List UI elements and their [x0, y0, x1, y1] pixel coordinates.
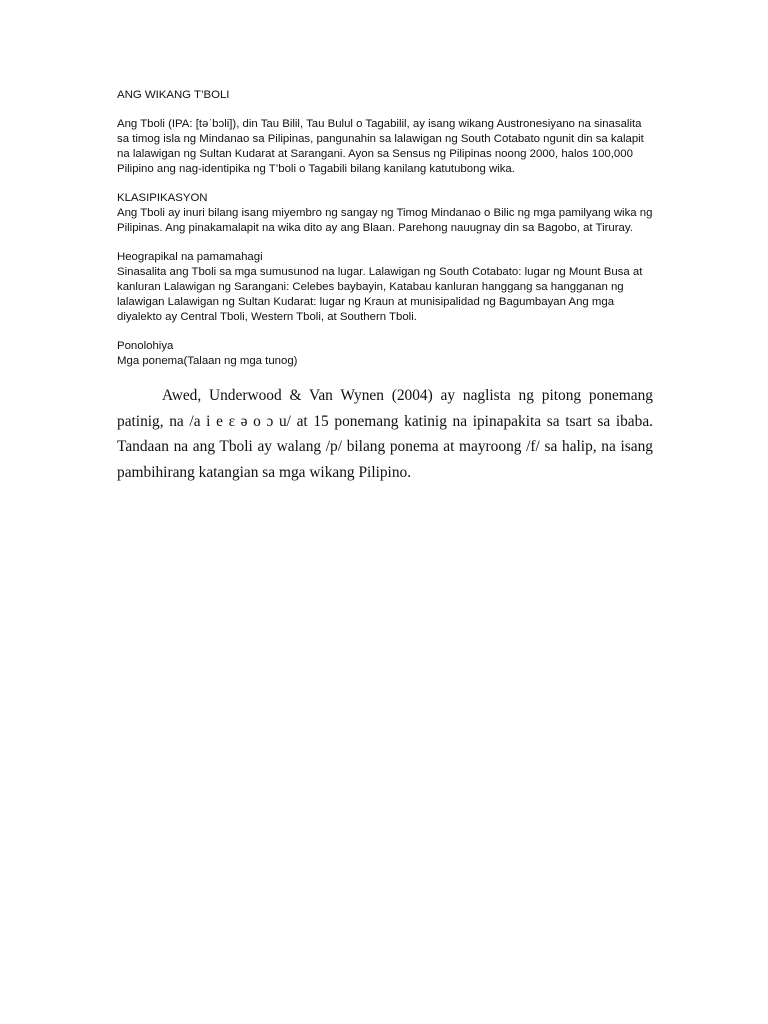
section-body-klasipikasyon: Ang Tboli ay inuri bilang isang miyembro ng sangay ng Timog Mindanao o Bilic ng mga pamilyang wika ng Pilipinas. Ang pinakamalapit na wika dito ay ang Blaan. Parehong nauugnay din sa Bagobo, at Tiruray.	[117, 207, 653, 234]
section-heading-heograpikal: Heograpikal na pamamahagi	[117, 251, 263, 263]
section-heading-ponolohiya: Ponolohiya	[117, 340, 174, 352]
section-heading-klasipikasyon: KLASIPIKASYON	[117, 192, 208, 204]
intro-paragraph: Ang Tboli (IPA: [təˈbɔli]), din Tau Bilil, Tau Bulul o Tagabilil, ay isang wikang Austronesiyano na sinasalita sa timog isla ng Mindanao sa Pilipinas, pangunahin sa lalawigan ng South Cotabato ngunit din sa kalapit na lalawigan ng Sultan Kudarat at Sarangani. Ayon sa Sensus ng Pilipinas noong 2000, halos 100,000 Pilipino ang nag-identipika ng T’boli o Tagabili bilang kanilang katutubong wika.	[117, 118, 644, 175]
section-body-heograpikal: Sinasalita ang Tboli sa mga sumusunod na lugar. Lalawigan ng South Cotabato: lugar ng Mount Busa at kanluran Lalawigan ng Sarangani: Celebes baybayin, Katabau kanluran hanggang sa hangganan ng lalawigan Lalawigan ng Sultan Kudarat: lugar ng Kraun at munisipalidad ng Bagumbayan Ang mga diyalekto ay Central Tboli, Western Tboli, at Southern Tboli.	[117, 266, 643, 323]
section-body-ponolohiya: Mga ponema(Talaan ng mga tunog)	[117, 355, 298, 367]
document-title: ANG WIKANG T’BOLI	[117, 89, 230, 101]
closing-paragraph: Awed, Underwood & Van Wynen (2004) ay naglista ng pitong ponemang patinig, na /a i e ɛ ə o ɔ u/ at 15 ponemang katinig na ipinapakita sa tsart sa ibaba. Tandaan na ang Tboli ay walang /p/ bilang ponema at mayroong /f/ sa halip, na isang pambihirang katangian sa mga wikang Pilipino.	[117, 387, 653, 481]
document-body	[117, 88, 653, 485]
